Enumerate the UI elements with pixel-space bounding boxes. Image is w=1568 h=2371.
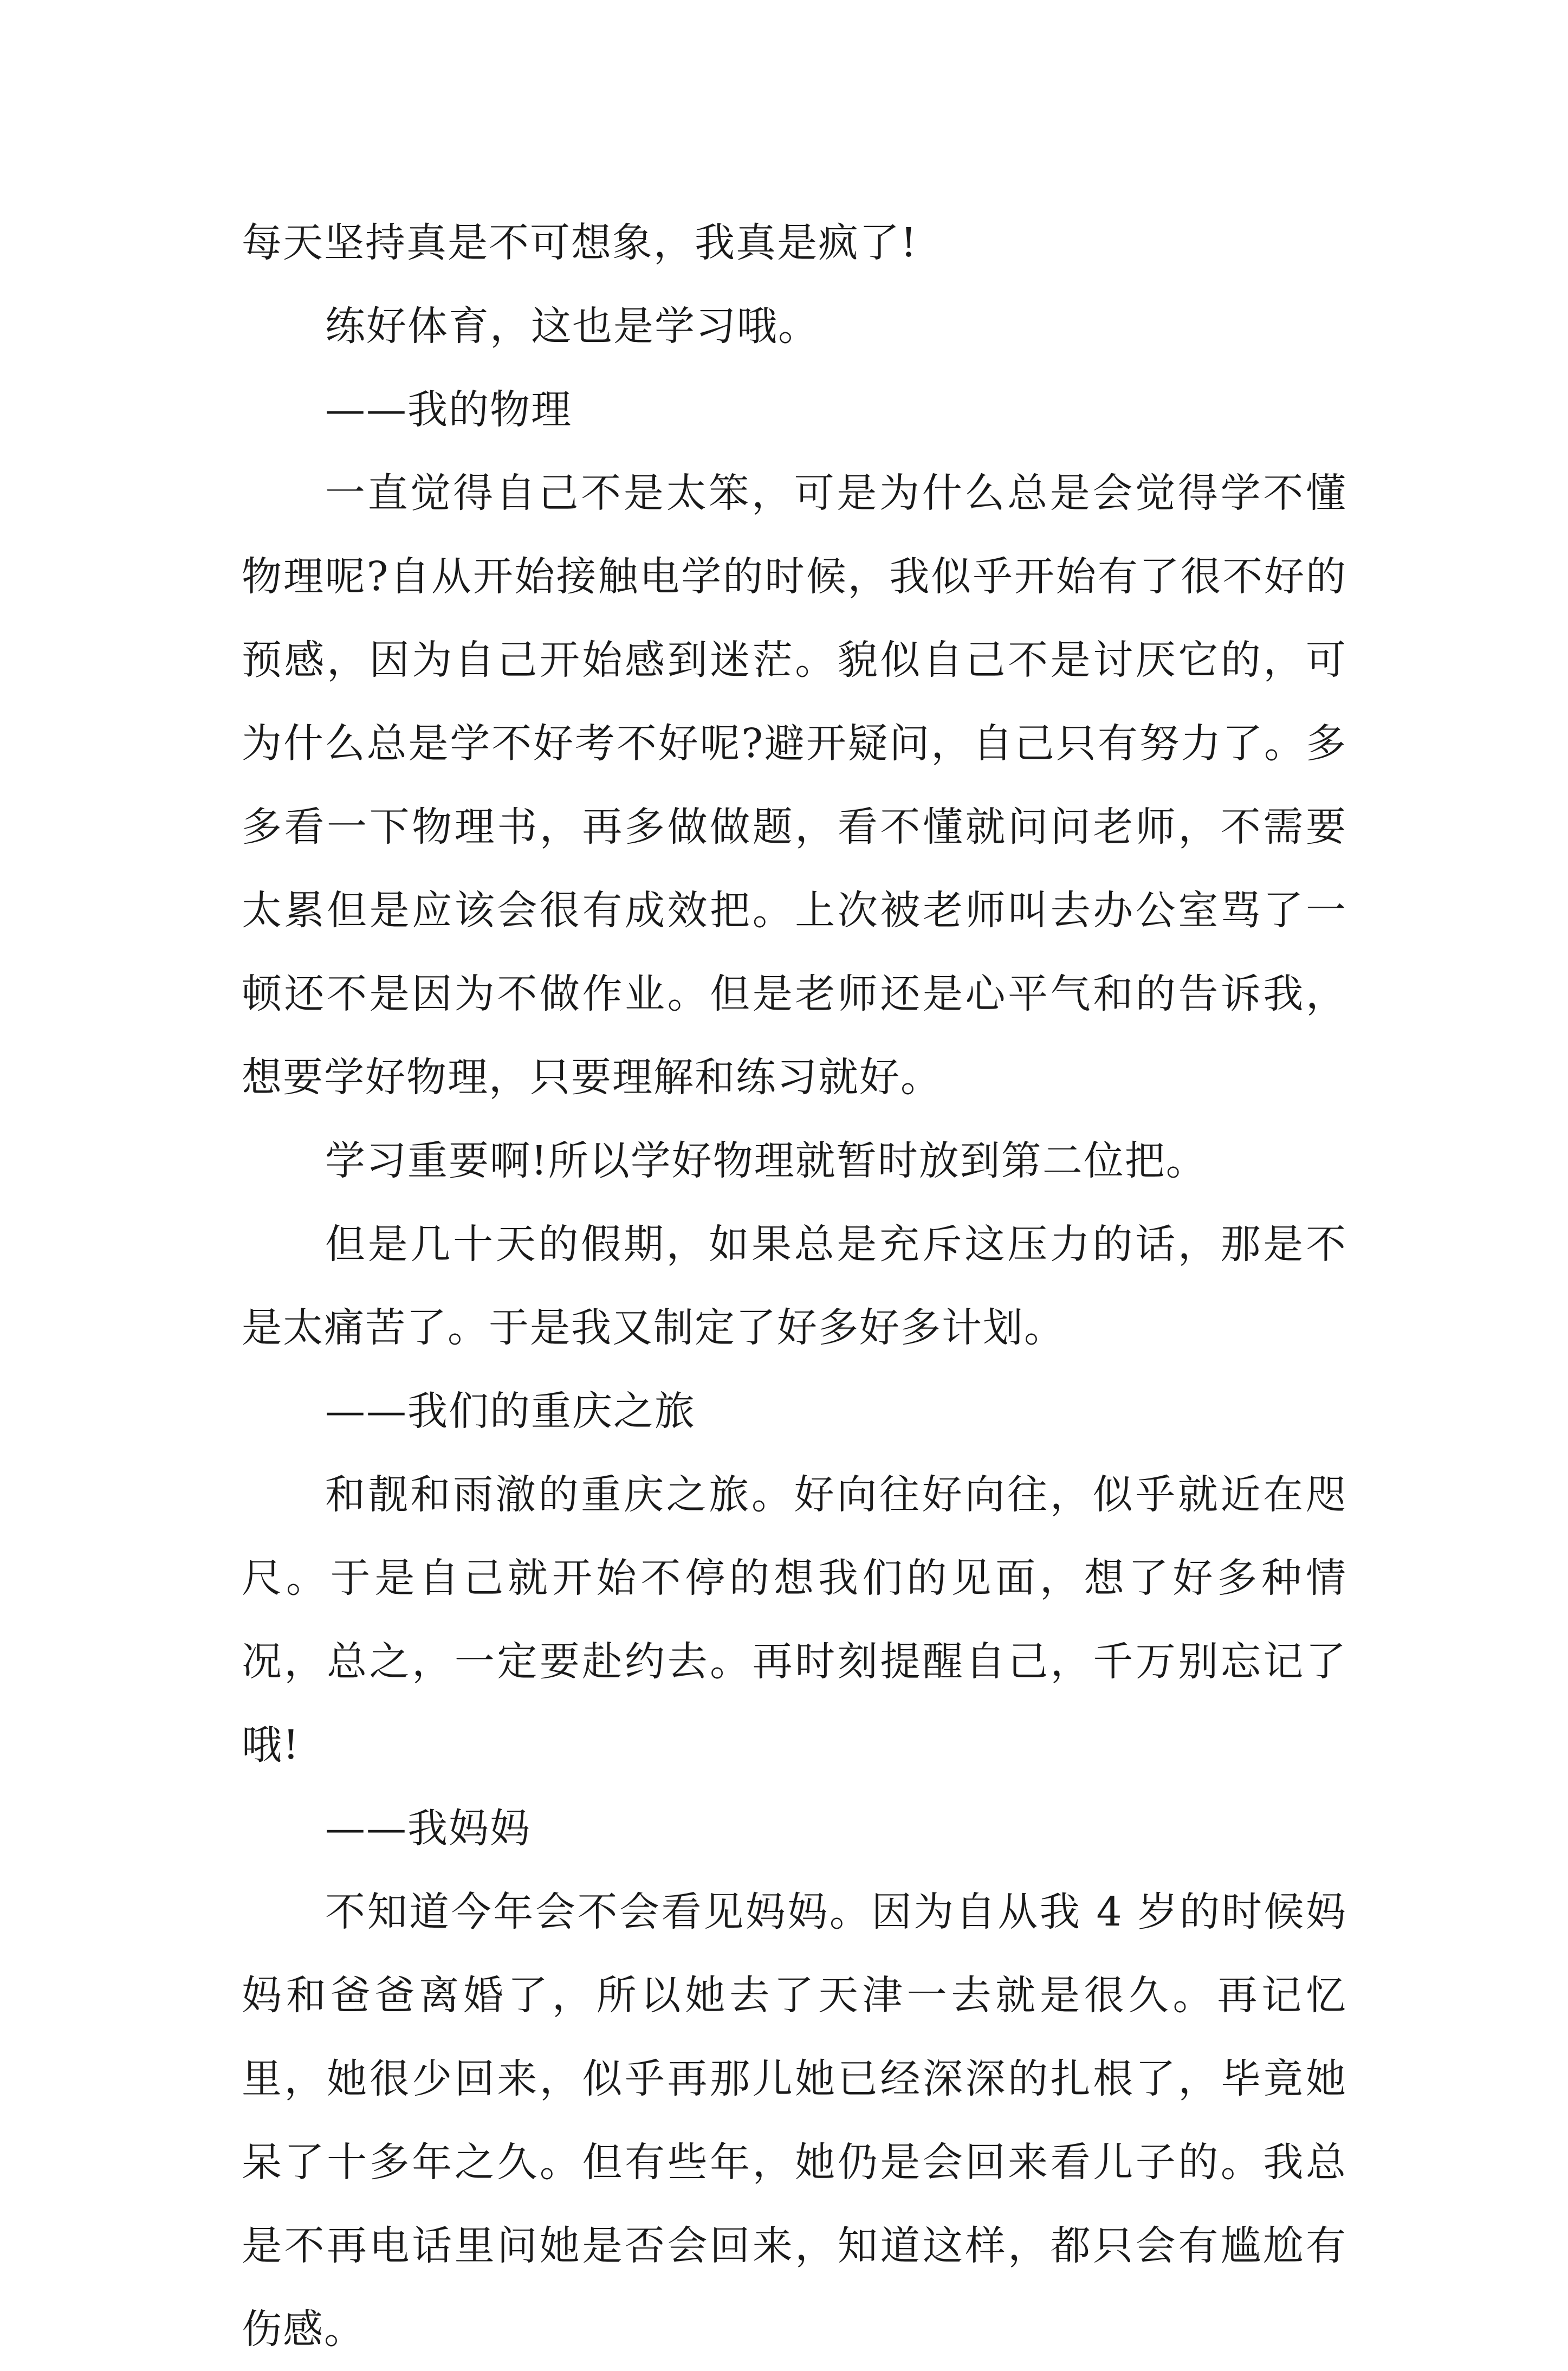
paragraph-mother: 不知道今年会不会看见妈妈。因为自从我 4 岁的时候妈妈和爸爸离婚了，所以她去了天津一去就是很久。再记忆里，她很少回来，似乎再那儿她已经深深的扎根了，毕竟她呆了十多年之久。但有些年，她仍是会回来看儿子的。我总是不再电话里问她是否会回来，知道这样，都只会有尴尬有伤感。 <box>242 1889 1347 2353</box>
paragraph-1: 每天坚持真是不可想象，我真是疯了! <box>242 219 918 266</box>
paragraph-physics: 一直觉得自己不是太笨，可是为什么总是会觉得学不懂物理呢?自从开始接触电学的时候，我似乎开始有了很不好的预感，因为自己开始感到迷茫。貌似自己不是讨厌它的，可为什么总是学不好考不好呢?避开疑问，自己只有努力了。多多看一下物理书，再多做做题，看不懂就问问老师，不需要太累但是应该会很有成效把。上次被老师叫去办公室骂了一顿还不是因为不做作业。但是老师还是心平气和的告诉我，想要学好物理，只要理解和练习就好。 <box>242 470 1347 1101</box>
section-heading-mother: ——我妈妈 <box>325 1805 531 1852</box>
section-heading-physics: ——我的物理 <box>325 386 572 433</box>
paragraph-2: 练好体育，这也是学习哦。 <box>325 303 819 350</box>
paragraph-chongqing: 和靓和雨澈的重庆之旅。好向往好向往，似乎就近在咫尺。于是自己就开始不停的想我们的见面，想了好多种情况，总之，一定要赴约去。再时刻提醒自己，千万别忘记了哦! <box>242 1471 1347 1768</box>
section-heading-chongqing: ——我们的重庆之旅 <box>325 1388 696 1435</box>
document-body <box>242 201 1347 2371</box>
paragraph-holiday-plans: 但是几十天的假期，如果总是充斥这压力的话，那是不是太痛苦了。于是我又制定了好多好多计划。 <box>242 1221 1347 1351</box>
paragraph-study-important: 学习重要啊!所以学好物理就暂时放到第二位把。 <box>325 1138 1207 1184</box>
